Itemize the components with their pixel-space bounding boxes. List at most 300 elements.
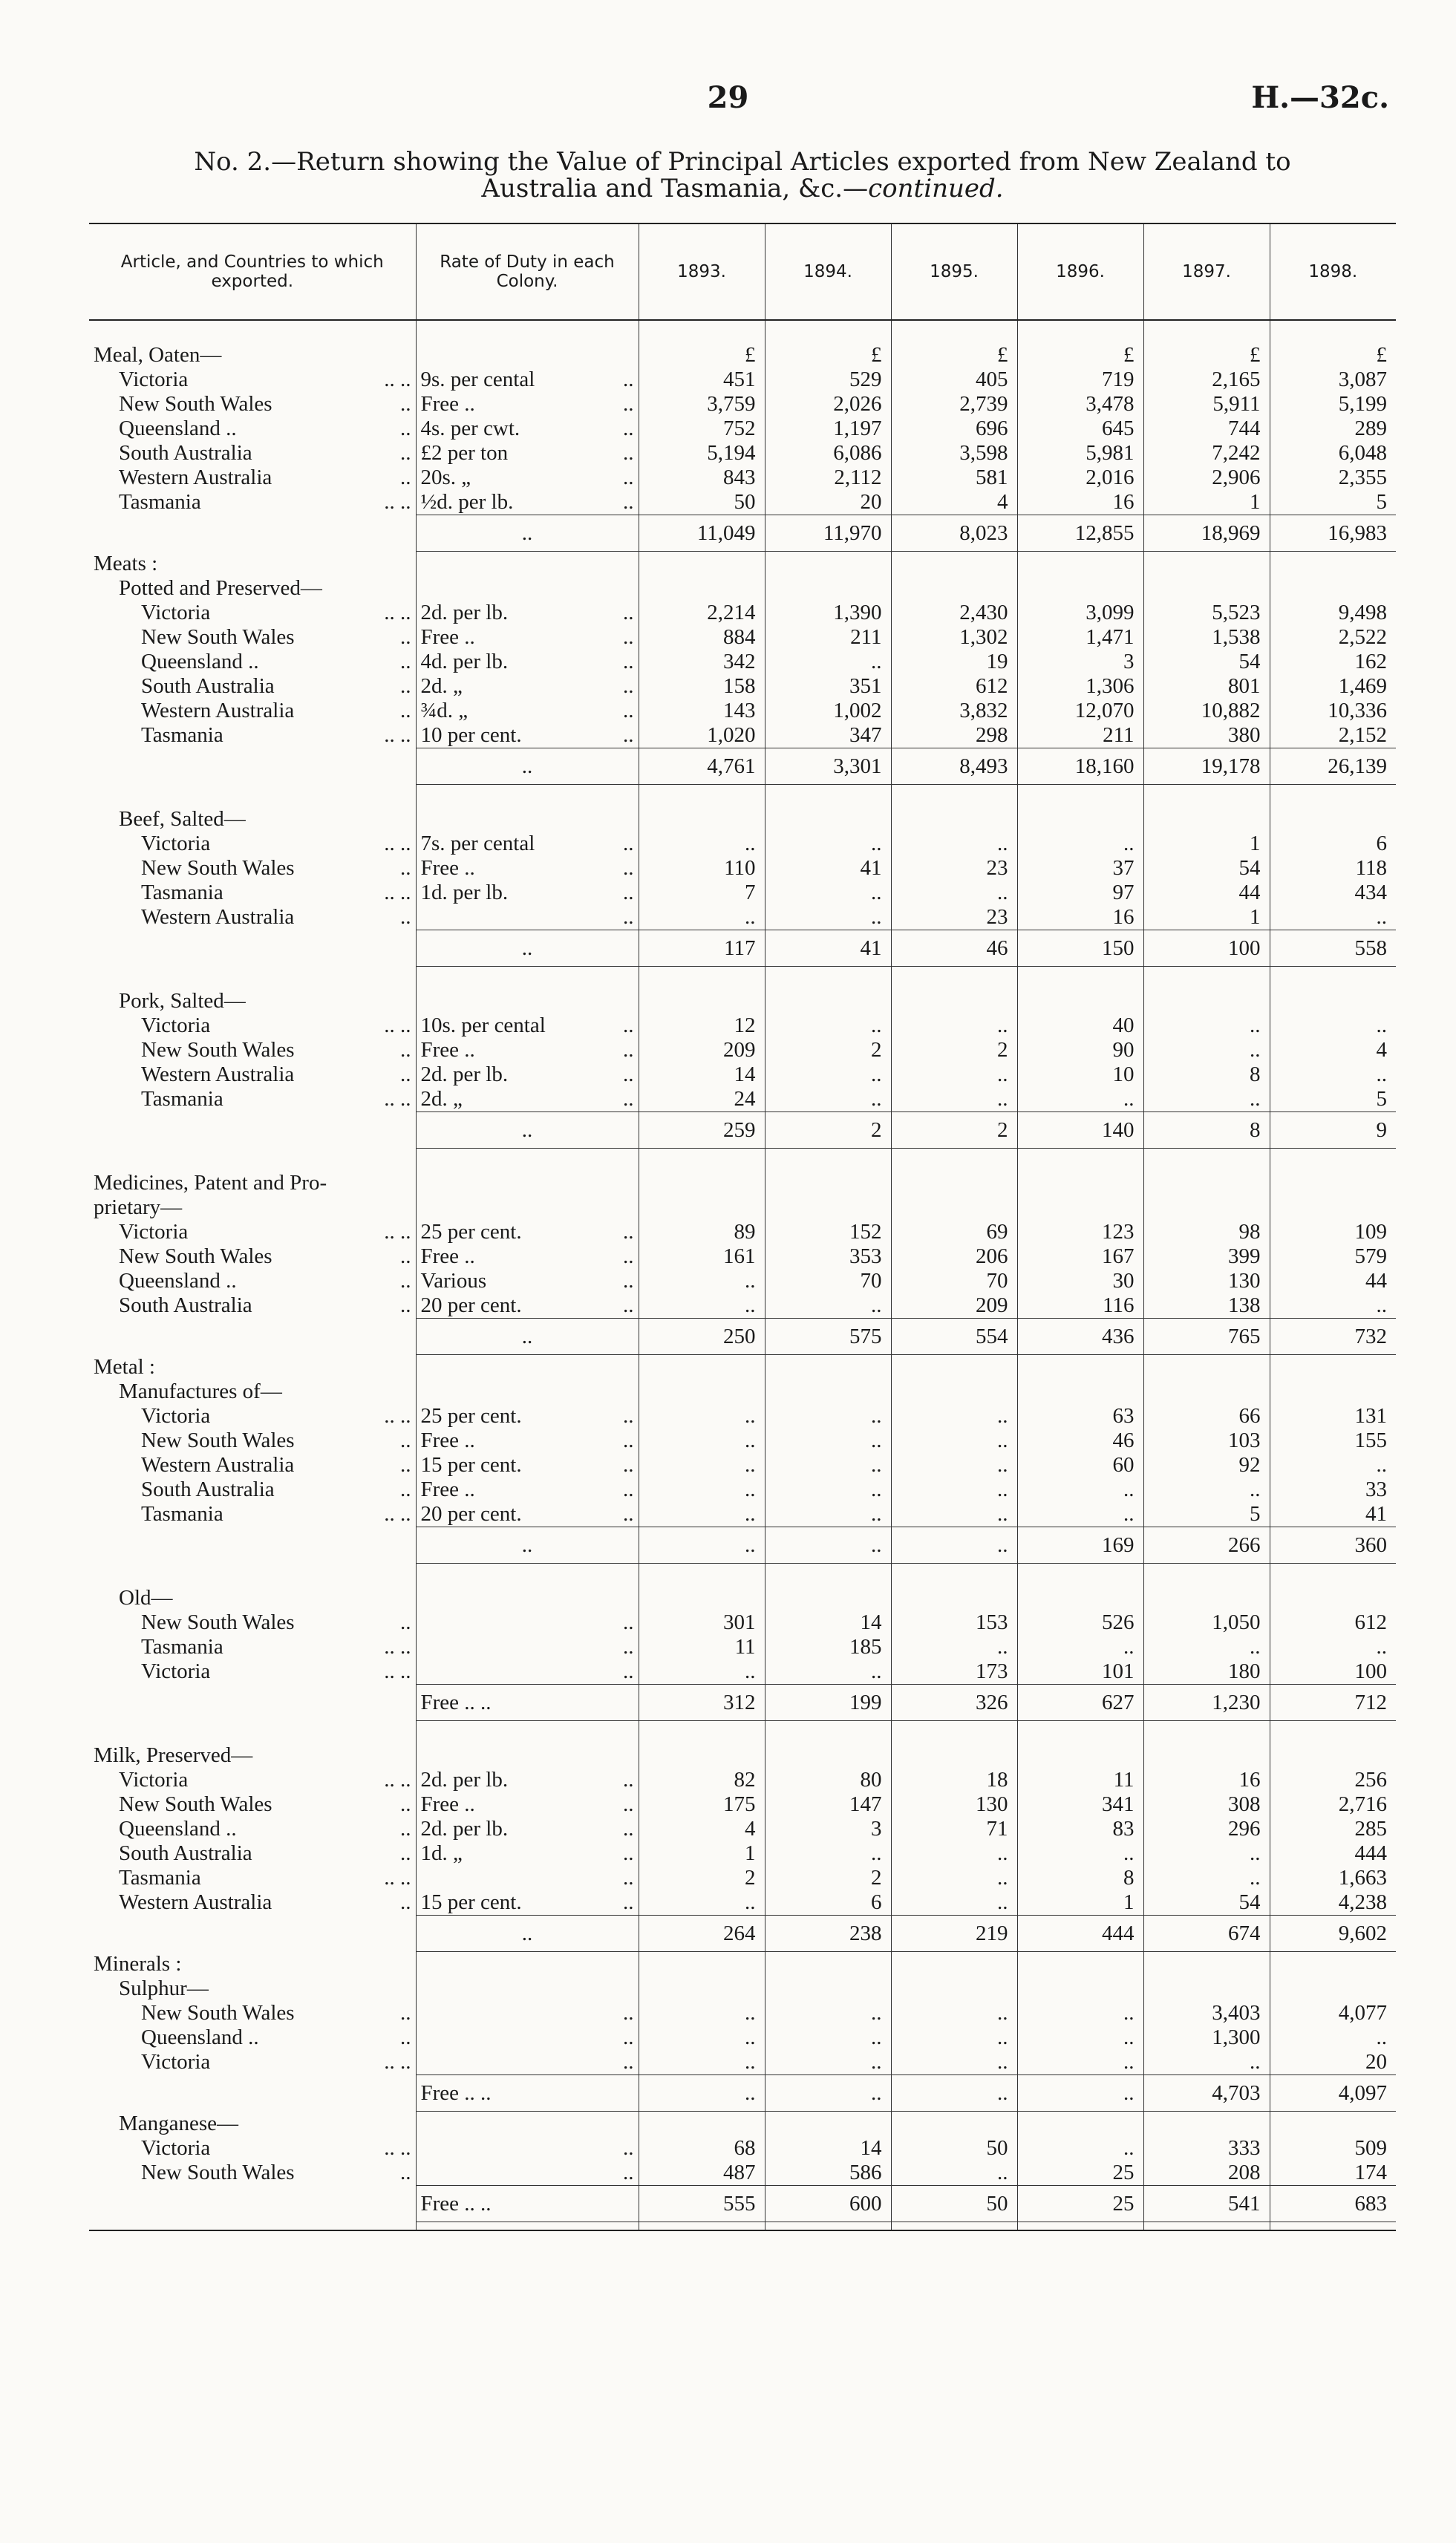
- rate-cell: [416, 2001, 639, 2025]
- value-cell: ..: [765, 1527, 891, 1564]
- article-cell: [89, 1916, 416, 1952]
- value-cell: 1,020: [639, 723, 765, 748]
- value-cell: ..: [639, 1453, 765, 1478]
- table-row: [89, 392, 1396, 417]
- value-cell: 5: [1270, 490, 1396, 515]
- value-cell: [765, 1976, 891, 2001]
- value-cell: [1143, 1743, 1270, 1768]
- spacer-cell: [639, 785, 765, 808]
- value-cell: 14: [765, 1610, 891, 1635]
- rate-cell: [416, 930, 639, 967]
- value-cell: 100: [1143, 930, 1270, 967]
- leader-dots: ..: [623, 1817, 634, 1841]
- rate-cell: [416, 392, 639, 417]
- end-cell: [1017, 2222, 1143, 2231]
- value-cell: [639, 1743, 765, 1768]
- table-row: [89, 723, 1396, 748]
- rate-cell: [416, 1478, 639, 1502]
- value-cell: 19,178: [1143, 748, 1270, 785]
- spacer-cell: [1143, 1564, 1270, 1587]
- spacer-cell: [416, 1149, 639, 1172]
- table-row: [89, 1866, 1396, 1890]
- rate-text: 20s. „: [420, 466, 471, 489]
- value-cell: ..: [891, 2050, 1017, 2075]
- value-cell: [1143, 1952, 1270, 1977]
- value-cell: [1270, 1976, 1396, 2001]
- rate-text: 10s. per cental: [420, 1013, 546, 1037]
- article-cell: [89, 1685, 416, 1721]
- article-cell: [89, 1586, 416, 1610]
- spacer-cell: [416, 1564, 639, 1587]
- value-cell: 3,598: [891, 441, 1017, 466]
- value-cell: [639, 1586, 765, 1610]
- article-cell: [89, 723, 416, 748]
- value-cell: ..: [765, 1659, 891, 1685]
- value-cell: [891, 1976, 1017, 2001]
- leader-dots: .. ..: [384, 2136, 411, 2160]
- value-cell: 298: [891, 723, 1017, 748]
- value-cell: 63: [1017, 1404, 1143, 1429]
- article-label: South Australia: [119, 1841, 252, 1865]
- value-cell: ..: [1270, 2025, 1396, 2050]
- article-cell: [89, 2112, 416, 2137]
- value-cell: ..: [891, 1866, 1017, 1890]
- article-cell: [89, 1013, 416, 1038]
- article-cell: [89, 699, 416, 723]
- article-label: Victoria: [119, 1768, 189, 1792]
- value-cell: ..: [765, 1502, 891, 1527]
- value-cell: 1,002: [765, 699, 891, 723]
- value-cell: ..: [1270, 1453, 1396, 1478]
- rate-cell: [416, 1087, 639, 1112]
- value-cell: 347: [765, 723, 891, 748]
- spacer-cell: [1017, 320, 1143, 343]
- spacer-row: [89, 1149, 1396, 1172]
- table-row: [89, 832, 1396, 856]
- table-row: [89, 441, 1396, 466]
- value-cell: [639, 807, 765, 832]
- article-cell: [89, 2025, 416, 2050]
- value-cell: 101: [1017, 1659, 1143, 1685]
- rate-cell: [416, 466, 639, 490]
- value-cell: ..: [891, 1087, 1017, 1112]
- value-cell: 266: [1143, 1527, 1270, 1564]
- leader-dots: ..: [623, 2161, 634, 2184]
- table-row: [89, 1976, 1396, 2001]
- table-end-row: [89, 2222, 1396, 2231]
- leader-dots: ..: [623, 466, 634, 489]
- value-cell: 1: [639, 1841, 765, 1866]
- value-cell: 3,403: [1143, 2001, 1270, 2025]
- value-cell: 526: [1017, 1610, 1143, 1635]
- rate-cell: [416, 1890, 639, 1916]
- rate-text: £2 per ton: [420, 441, 509, 465]
- value-cell: [891, 1380, 1017, 1404]
- value-cell: 884: [639, 625, 765, 650]
- value-cell: 173: [891, 1659, 1017, 1685]
- leader-dots: ..: [400, 650, 411, 673]
- rate-cell: [416, 601, 639, 625]
- rate-cell: [416, 368, 639, 392]
- value-cell: 54: [1143, 1890, 1270, 1916]
- value-cell: 18,160: [1017, 748, 1143, 785]
- value-cell: 70: [891, 1269, 1017, 1293]
- spacer-cell: [639, 967, 765, 990]
- leader-dots: .. ..: [384, 1502, 411, 1527]
- end-cell: [639, 2222, 765, 2231]
- value-cell: [765, 1171, 891, 1195]
- leader-dots: .. ..: [384, 2050, 411, 2074]
- value-cell: ..: [1017, 1841, 1143, 1866]
- value-cell: ..: [765, 832, 891, 856]
- value-cell: 2,716: [1270, 1792, 1396, 1817]
- article-label: South Australia: [141, 674, 275, 698]
- table-row: [89, 1743, 1396, 1768]
- leader-dots: .. ..: [384, 1768, 411, 1792]
- value-cell: 2: [639, 1866, 765, 1890]
- rate-cell: [416, 989, 639, 1013]
- value-cell: [1017, 1355, 1143, 1380]
- leader-dots: ..: [623, 1768, 634, 1792]
- value-cell: [1143, 807, 1270, 832]
- article-cell: [89, 2161, 416, 2186]
- value-cell: [765, 2112, 891, 2137]
- value-cell: 3,759: [639, 392, 765, 417]
- article-label: Manganese—: [119, 2111, 239, 2135]
- rate-text: ..: [521, 521, 533, 545]
- table-header-row: [89, 223, 1396, 320]
- value-cell: 11: [1017, 1768, 1143, 1792]
- leader-dots: ..: [623, 905, 634, 929]
- rate-cell: [416, 2112, 639, 2137]
- rate-text: ..: [521, 1118, 533, 1142]
- value-cell: ..: [1143, 1478, 1270, 1502]
- leader-dots: ..: [400, 1269, 411, 1293]
- value-cell: ..: [891, 1890, 1017, 1916]
- value-cell: ..: [1017, 1635, 1143, 1659]
- article-cell: [89, 2001, 416, 2025]
- value-cell: [639, 1355, 765, 1380]
- value-cell: 117: [639, 930, 765, 967]
- total-row: [89, 748, 1396, 785]
- rate-cell: [416, 1293, 639, 1319]
- value-cell: 586: [765, 2161, 891, 2186]
- rate-cell: [416, 1112, 639, 1149]
- article-cell: [89, 343, 416, 368]
- article-cell: [89, 1635, 416, 1659]
- article-cell: [89, 441, 416, 466]
- spacer-row: [89, 785, 1396, 808]
- value-cell: ..: [765, 1453, 891, 1478]
- leader-dots: ..: [623, 490, 634, 514]
- value-cell: [765, 1743, 891, 1768]
- value-cell: [639, 1195, 765, 1220]
- article-label: Queensland ..: [141, 2025, 259, 2049]
- value-cell: 5: [1143, 1502, 1270, 1527]
- spacer-cell: [1270, 1564, 1396, 1587]
- leader-dots: ..: [623, 1792, 634, 1816]
- table-row: [89, 699, 1396, 723]
- value-cell: 2,016: [1017, 466, 1143, 490]
- value-cell: ..: [765, 905, 891, 930]
- value-cell: [1270, 576, 1396, 601]
- spacer-cell: [1017, 1721, 1143, 1744]
- value-cell: 167: [1017, 1244, 1143, 1269]
- article-label: Tasmania: [141, 1635, 223, 1659]
- value-cell: 44: [1143, 881, 1270, 905]
- value-cell: 752: [639, 417, 765, 441]
- value-cell: 50: [639, 490, 765, 515]
- article-cell: [89, 1792, 416, 1817]
- leader-dots: .. ..: [384, 723, 411, 748]
- article-label: Manufactures of—: [119, 1380, 282, 1403]
- rate-cell: [416, 1610, 639, 1635]
- table-row: [89, 1817, 1396, 1841]
- article-label: Victoria: [141, 1659, 211, 1684]
- leader-dots: ..: [623, 1404, 634, 1428]
- leader-dots: ..: [400, 1244, 411, 1268]
- rate-text: 1d. per lb.: [420, 881, 509, 904]
- leader-dots: ..: [400, 1890, 411, 1915]
- value-cell: 9: [1270, 1112, 1396, 1149]
- value-cell: 5,523: [1143, 601, 1270, 625]
- article-cell: [89, 650, 416, 674]
- spacer-cell: [1017, 785, 1143, 808]
- article-label: Milk, Preserved—: [94, 1743, 253, 1767]
- leader-dots: ..: [623, 1244, 634, 1268]
- value-cell: [891, 807, 1017, 832]
- rate-cell: [416, 2075, 639, 2112]
- value-cell: 54: [1143, 856, 1270, 881]
- value-cell: ..: [639, 832, 765, 856]
- article-label: New South Wales: [141, 1429, 295, 1452]
- end-cell: [89, 2222, 416, 2231]
- total-row: [89, 515, 1396, 552]
- table-row: [89, 2025, 1396, 2050]
- value-cell: 353: [765, 1244, 891, 1269]
- value-cell: ..: [1017, 2050, 1143, 2075]
- value-cell: ..: [765, 881, 891, 905]
- value-cell: ..: [1143, 1038, 1270, 1062]
- value-cell: ..: [891, 1453, 1017, 1478]
- value-cell: [1270, 1380, 1396, 1404]
- leader-dots: ..: [400, 1038, 411, 1062]
- rate-cell: [416, 1768, 639, 1792]
- article-cell: [89, 1380, 416, 1404]
- value-cell: ..: [639, 1527, 765, 1564]
- value-cell: 4,238: [1270, 1890, 1396, 1916]
- value-cell: [1143, 552, 1270, 577]
- table-row: [89, 1062, 1396, 1087]
- value-cell: ..: [891, 1527, 1017, 1564]
- value-cell: ..: [765, 650, 891, 674]
- value-cell: ..: [891, 881, 1017, 905]
- value-cell: [891, 1195, 1017, 1220]
- spacer-cell: [765, 320, 891, 343]
- value-cell: 1,300: [1143, 2025, 1270, 2050]
- value-cell: [765, 1195, 891, 1220]
- leader-dots: ..: [623, 1269, 634, 1293]
- value-cell: 380: [1143, 723, 1270, 748]
- value-cell: 118: [1270, 856, 1396, 881]
- leader-dots: ..: [623, 723, 634, 747]
- rate-cell: [416, 1220, 639, 1244]
- article-label: South Australia: [119, 441, 252, 465]
- article-label: Queensland ..: [119, 417, 237, 440]
- rate-text: ..: [521, 1325, 533, 1348]
- article-cell: [89, 1453, 416, 1478]
- value-cell: 579: [1270, 1244, 1396, 1269]
- value-cell: ..: [765, 1841, 891, 1866]
- article-label: Sulphur—: [119, 1976, 209, 2000]
- rate-text: ½d. per lb.: [420, 490, 514, 514]
- rate-cell: [416, 1685, 639, 1721]
- spacer-cell: [416, 785, 639, 808]
- table-row: [89, 1890, 1396, 1916]
- rate-text: ..: [521, 1533, 533, 1557]
- article-label: Western Australia: [141, 905, 295, 930]
- rate-cell: [416, 552, 639, 577]
- value-cell: 2: [765, 1112, 891, 1149]
- document-title: [89, 148, 1396, 202]
- value-cell: 150: [1017, 930, 1143, 967]
- leader-dots: .. ..: [384, 1220, 411, 1244]
- value-cell: [1017, 1586, 1143, 1610]
- article-label: Victoria: [141, 1013, 211, 1037]
- value-cell: ..: [765, 1062, 891, 1087]
- rate-cell: [416, 1319, 639, 1355]
- value-cell: 399: [1143, 1244, 1270, 1269]
- title-line-2-continued: continued.: [868, 174, 1004, 203]
- rate-text: 15 per cent.: [420, 1890, 522, 1914]
- article-label: Queensland ..: [119, 1269, 237, 1293]
- leader-dots: .. ..: [384, 1013, 411, 1037]
- value-cell: ..: [1143, 2050, 1270, 2075]
- rate-cell: [416, 1743, 639, 1768]
- article-label: New South Wales: [119, 1244, 272, 1268]
- article-label: Beef, Salted—: [119, 807, 246, 831]
- rate-text: Free .. ..: [420, 2081, 492, 2105]
- leader-dots: ..: [623, 699, 634, 722]
- table-row: [89, 1195, 1396, 1220]
- value-cell: [639, 1952, 765, 1977]
- value-cell: ..: [891, 2161, 1017, 2186]
- value-cell: 211: [1017, 723, 1143, 748]
- rate-cell: [416, 1355, 639, 1380]
- spacer-cell: [891, 320, 1017, 343]
- leader-dots: ..: [400, 441, 411, 465]
- leader-dots: ..: [623, 2001, 634, 2025]
- spacer-cell: [765, 967, 891, 990]
- value-cell: ..: [891, 2075, 1017, 2112]
- leader-dots: ..: [400, 2025, 411, 2049]
- value-cell: [891, 552, 1017, 577]
- article-cell: [89, 1038, 416, 1062]
- rate-cell: [416, 1635, 639, 1659]
- value-cell: 25: [1017, 2186, 1143, 2222]
- leader-dots: ..: [400, 905, 411, 930]
- leader-dots: ..: [623, 1013, 634, 1037]
- value-cell: ..: [765, 1404, 891, 1429]
- value-cell: ..: [639, 1478, 765, 1502]
- article-label: Western Australia: [141, 1062, 295, 1086]
- rate-cell: [416, 1952, 639, 1977]
- article-cell: [89, 1355, 416, 1380]
- end-cell: [891, 2222, 1017, 2231]
- value-cell: 80: [765, 1768, 891, 1792]
- article-cell: [89, 1743, 416, 1768]
- value-cell: ..: [1270, 1062, 1396, 1087]
- value-cell: 37: [1017, 856, 1143, 881]
- value-cell: 12: [639, 1013, 765, 1038]
- value-cell: 10,336: [1270, 699, 1396, 723]
- rate-text: 20 per cent.: [420, 1293, 522, 1317]
- rate-cell: [416, 674, 639, 699]
- value-cell: 2,355: [1270, 466, 1396, 490]
- article-cell: [89, 2075, 416, 2112]
- value-cell: 23: [891, 856, 1017, 881]
- leader-dots: ..: [623, 1087, 634, 1111]
- value-cell: ..: [765, 1429, 891, 1453]
- rate-text: 2d. per lb.: [420, 1768, 509, 1792]
- value-cell: 16: [1017, 905, 1143, 930]
- article-label: Victoria: [141, 832, 211, 855]
- rate-cell: [416, 1586, 639, 1610]
- leader-dots: .. ..: [384, 1635, 411, 1659]
- value-cell: £: [1270, 343, 1396, 368]
- value-cell: 98: [1143, 1220, 1270, 1244]
- value-cell: 25: [1017, 2161, 1143, 2186]
- value-cell: ..: [891, 2025, 1017, 2050]
- rate-cell: [416, 2025, 639, 2050]
- article-cell: [89, 832, 416, 856]
- value-cell: 18,969: [1143, 515, 1270, 552]
- value-cell: [1143, 1380, 1270, 1404]
- article-label: Western Australia: [141, 1453, 295, 1477]
- table-row: [89, 2001, 1396, 2025]
- value-cell: 12,855: [1017, 515, 1143, 552]
- value-cell: 46: [1017, 1429, 1143, 1453]
- end-cell: [416, 2222, 639, 2231]
- value-cell: 161: [639, 1244, 765, 1269]
- article-cell: [89, 1841, 416, 1866]
- value-cell: 600: [765, 2186, 891, 2222]
- article-cell: [89, 748, 416, 785]
- value-cell: [639, 552, 765, 577]
- article-label: Victoria: [141, 601, 211, 624]
- rate-cell: [416, 1792, 639, 1817]
- leader-dots: ..: [623, 674, 634, 698]
- value-cell: 436: [1017, 1319, 1143, 1355]
- rate-cell: [416, 1038, 639, 1062]
- value-cell: 44: [1270, 1269, 1396, 1293]
- leader-dots: .. ..: [384, 601, 411, 624]
- value-cell: 444: [1270, 1841, 1396, 1866]
- value-cell: 116: [1017, 1293, 1143, 1319]
- spacer-cell: [1017, 1564, 1143, 1587]
- table-row: [89, 368, 1396, 392]
- header-rate: Rate of Duty in each Colony.: [416, 223, 639, 320]
- value-cell: [639, 1380, 765, 1404]
- article-label: Medicines, Patent and Pro-: [94, 1171, 327, 1195]
- value-cell: [1017, 989, 1143, 1013]
- value-cell: 509: [1270, 2136, 1396, 2161]
- spacer-cell: [1270, 320, 1396, 343]
- rate-cell: [416, 1817, 639, 1841]
- value-cell: 289: [1270, 417, 1396, 441]
- value-cell: 8: [1017, 1866, 1143, 1890]
- value-cell: ..: [639, 905, 765, 930]
